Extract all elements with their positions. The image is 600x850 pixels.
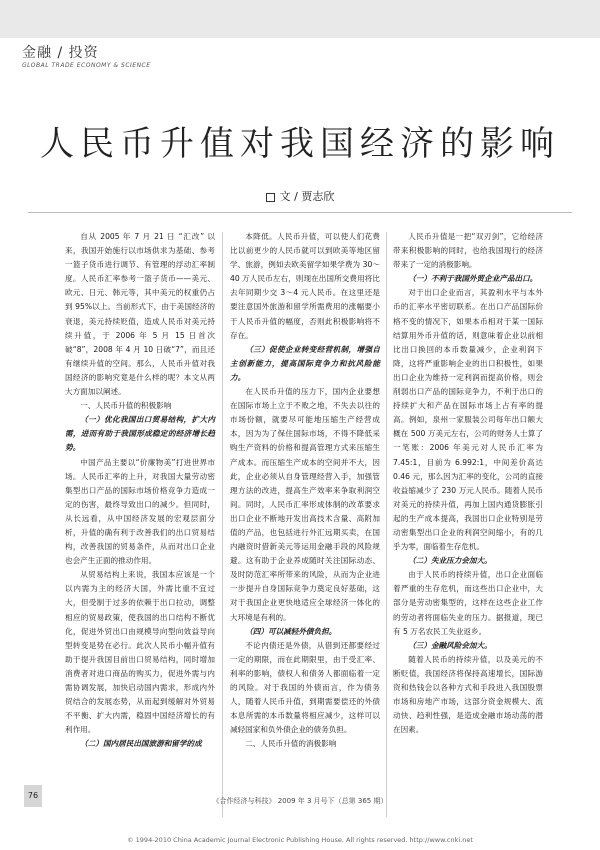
paragraph: 从贸易结构上来说，我国本应该是一个以内需为主的经济大国，外需比重不宜过大，但受制于过多的依赖于出口拉动，调整相应的贸易政策，使我国的出口结构不断优化，促进外贸出口由规模导向型向效益导向型转变是势在必行。此次人民币小幅升值有助于提升我国目前出口贸易结构，同时增加消费者对进口商品的购买力，促进外需与内需协调发展，加快启动国内需求，形成内外贸结合的发展态势，从而起到缓解对外贸易不平衡、扩大内需，稳固中国经济增长的有利作用。 — [65, 570, 215, 735]
column-divider — [386, 232, 387, 817]
paragraph: （三）促使企业转变经营机制，增强自主创新能力，提高国际竞争力和抗风险能力。 — [230, 344, 380, 382]
body-column-1 — [65, 230, 215, 751]
paragraph: 在人民币升值的压力下，国内企业要想在国际市场上立于不败之地，不失去以往的市场份额，就要尽可能地压缩生产经营成本，因为为了保住国际市场，不得不降低采购生产资料的价格和提高管理方式来压缩生产成本。而压缩生产成本的空间并不大，因此，企业必须从自身管理经营入手，加强管理方法的改进，提高生产效率来争取利润空间。同时，人民币汇率形成体制的改革要求出口企业不断地开发出高技术含量、高附加值的产品，也包括进行外汇远期买卖，在国内融资时借新美元等运用金融手段的风险规避。这有助于企业养成随时关注国际动态、及时防范汇率所带来的风险，从而为企业进一步提升自身国际竞争力奠定良好基础，这对于我国企业更快地适应全球经济一体化的大环境是有利的。 — [230, 387, 380, 622]
paragraph: 本降低。人民币升值，可以使人们花费比以前更少的人民币就可以到欧美等地区留学、旅游，例如去欧美留学如果学费为 30～40 万人民币左右，则现在出国所交费用将比去年同期少交 3～4 元人民币。在这里还是要注意国外旅游和留学所需费用的涨幅要小于人民币升值的幅度，否则此积极影响将不存在。 — [230, 232, 380, 340]
paragraph: （二）国内居民出国旅游和留学的成 — [80, 739, 202, 749]
article-title: 人民币升值对我国经济的影响 — [40, 124, 560, 164]
byline-text: 文 / 贾志欣 — [279, 190, 335, 203]
body-column-2 — [230, 230, 380, 751]
paragraph: 人民币升值是一把“双刃剑”，它给经济带来积极影响的同时，也给我国现行的经济带来了一定的消极影响。 — [393, 232, 543, 270]
title-divider — [28, 212, 572, 213]
paragraph: 随着人民币的持续升值，以及美元的不断贬值，我国经济将保持高速增长，国际游资和热钱会以各种方式和手段进入我国股票市场和房地产市场，这部分资金规模大、流动快、趋利性强，是造成金融市场动荡的潜在因素。 — [393, 654, 543, 735]
paragraph: 不论内债还是外债，从借到还都要经过一定的期限，而在此期限里，由于受汇率、利率的影响，债权人和债务人都面临着一定的风险。对于我国的外债而言，作为债务人，随着人民币升值，到期需要偿还的外债本息所需的本币数量将相应减少，这样可以减轻国家和负外债企业的债务负担。 — [230, 640, 380, 735]
square-icon — [266, 193, 275, 202]
paragraph: 中国产品主要以“价廉物美”打进世界市场。人民币汇率的上升，对我国大量劳动密集型出口产品的国际市场价格竞争力造成一定的伤害，最终导致出口的减少。但同时，从长远看，从中国经济发展的宏观层面分析，升值的确有利于改善我们的出口贸易结构，改善我国的贸易条件，从而对出口企业也会产生正面的推动作用。 — [65, 457, 215, 566]
paragraph: 对于出口企业而言，其盈利水平与本外币的汇率水平密切联系。在出口产品国际价格不变的情况下，如果本币相对于某一国际结算用外币升值的话，则意味着企业以前相比出口换回的本币数量减少，企业利润下降，这将严重影响企业的出口积极性，如果出口企业为维持一定利润而提高价格，则会削弱出口产品的国际竞争力，不利于出口的持续扩大和产品在国际市场上占有率的提高。例如，泉州一家服装公司每年出口额大概在 500 万美元左右，公司的财务人士算了一笔账：2006 年美元对人民币汇率为 7.45:1，目前为 6.992:1，中间差价高达 0.46 元，那么因为汇率的变化，公司的直接收益缩减少了 230 万元人民币。随着人民币对美元的持续升值，再加上国内通货膨胀引起的生产成本提高，我国出口企业特别是劳动密集型出口企业的利润空间缩小，有的几乎为零，面临着生存危机。 — [393, 288, 543, 552]
body-column-3 — [393, 230, 543, 737]
copyright-line: © 1994-2010 China Academic Journal Electronic Publishing House. All rights reserved. http://www.cnki.net — [127, 836, 473, 844]
journal-footer: 《合作经济与科技》 2009 年 3 月号下（总第 365 期） — [212, 797, 388, 805]
paragraph: （一）不利于我国外贸企业产品出口。 — [408, 274, 538, 284]
column-divider — [222, 232, 223, 817]
paragraph: （一）优化我国出口贸易结构，扩大内需，进而有助于我国形成稳定的经济增长趋势。 — [65, 415, 215, 453]
paragraph: 由于人民币的持续升值，出口企业面临着严重的生存危机，而这些出口企业中，大部分是劳动密集型的，这样在这些企业工作的劳动者将面临失业的压力。据报道，现已有 5 万名农民工失业返乡。 — [393, 570, 543, 636]
section-label: 金融 / 投资 — [22, 45, 99, 61]
paragraph: （四）可以减轻外债负担。 — [245, 626, 337, 636]
paragraph: （二）失业压力会加大。 — [408, 556, 492, 566]
page-number: 76 — [24, 785, 42, 807]
byline — [0, 188, 600, 204]
paragraph: （三）金融风险会加大。 — [408, 640, 492, 650]
paragraph: 一、人民币升值的积极影响 — [80, 401, 172, 411]
paragraph: 自从 2005 年 7 月 21 日 “汇改” 以来，我国开始施行以市场供求为基础、参考一篮子货币进行调节、有管理的浮动汇率制度。人民币汇率参考一篮子货币——美元、欧元、日元、韩元等，其中美元的权重仍占到 95%以上。当前形式下，由于美国经济的衰退，美元持续贬值，造成人民币对美元持续升值，于 2006 年 5 月 15 日首次破“8”，2008 年 4 月 10 日破“7”，而且还有继续升值的空间。那么，人民币升值对我国经济的影响究竟是什么样的呢？本文从两大方面加以阐述。 — [65, 232, 215, 397]
header-band — [0, 0, 600, 38]
paragraph: 二、人民币升值的消极影响 — [245, 739, 337, 749]
section-label-en: GLOBAL TRADE ECONOMY & SCIENCE — [22, 62, 151, 69]
